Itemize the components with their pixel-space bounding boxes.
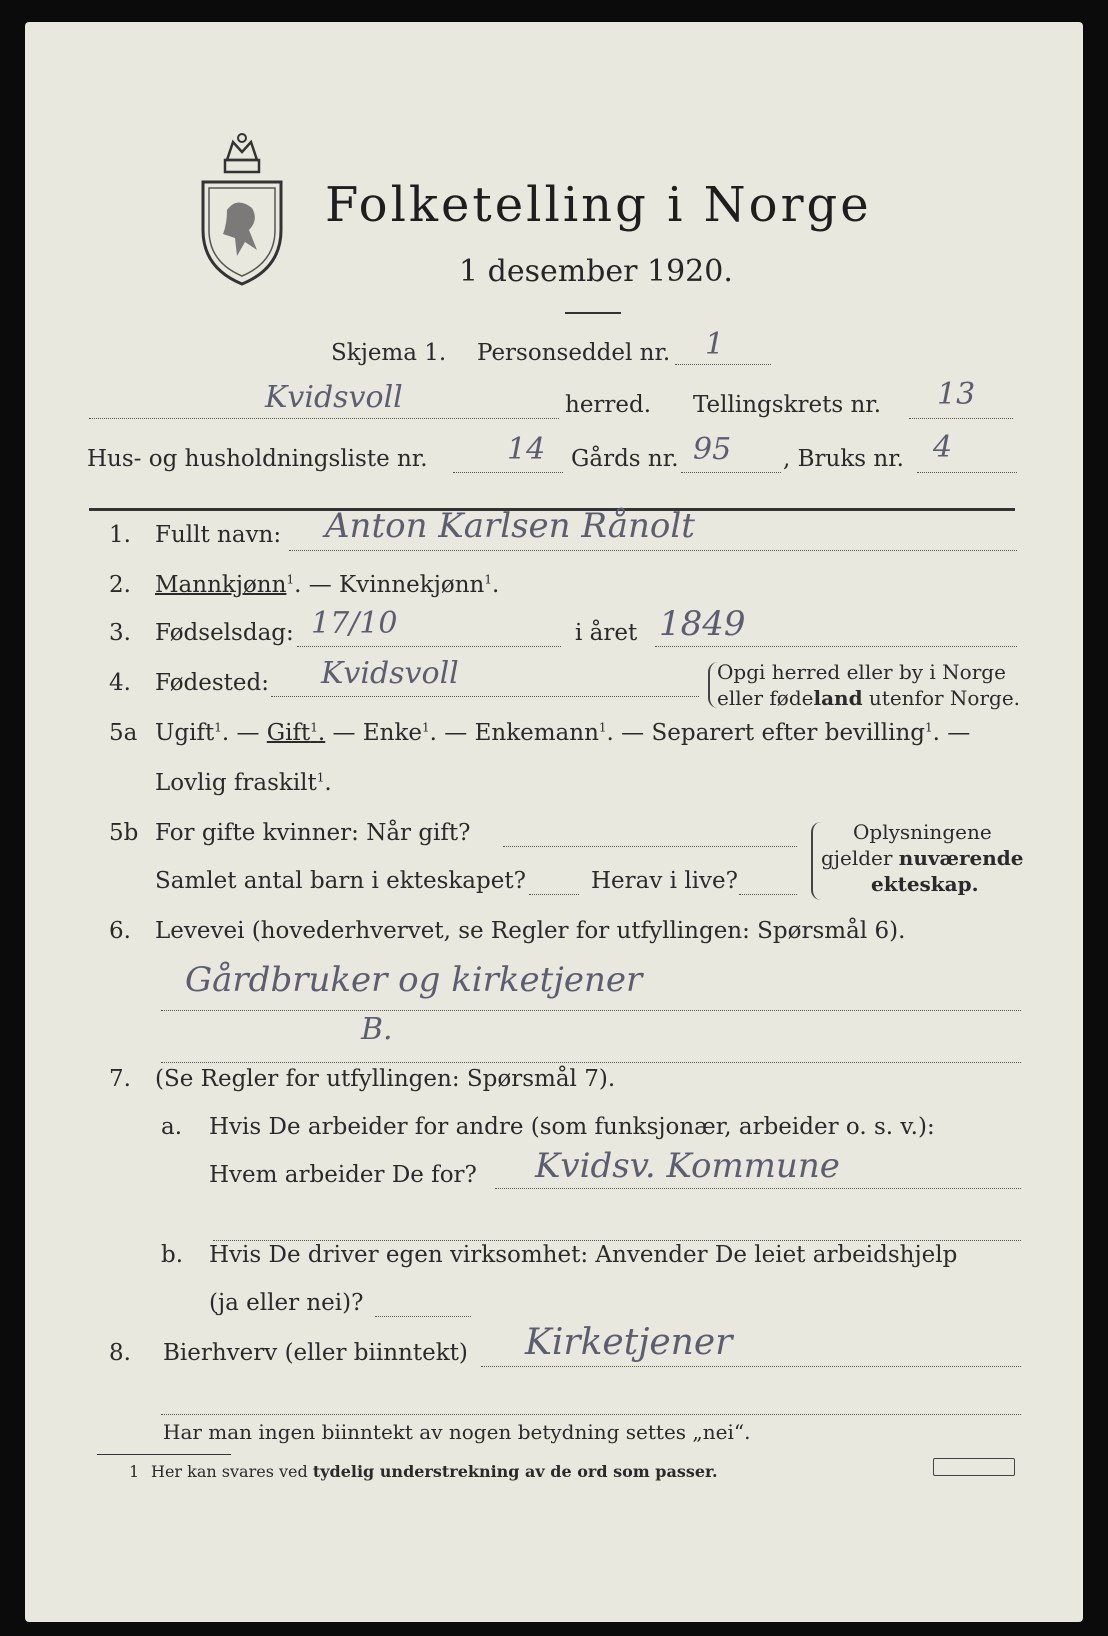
q8-value: Kirketjener — [525, 1322, 733, 1363]
q5b-number: 5b — [109, 820, 139, 846]
q5b-line2b-dots — [739, 894, 797, 895]
tellingskrets-label: Tellingskrets nr. — [693, 392, 882, 418]
q3-year-line — [655, 646, 1017, 647]
q3-year-label: i året — [575, 620, 638, 646]
q7a-value: Kvidsv. Kommune — [535, 1146, 840, 1186]
herred-value: Kvidsvoll — [265, 380, 403, 415]
footnote-mark: 1 — [129, 1462, 140, 1481]
q7b-line2: (ja eller nei)? — [209, 1290, 364, 1316]
tellingskrets-value: 13 — [937, 377, 976, 412]
q3-year-value: 1849 — [659, 604, 746, 644]
q4-value: Kvidsvoll — [321, 656, 459, 691]
q5b-line2a-dots — [529, 894, 579, 895]
skjema-label: Skjema 1. — [331, 340, 447, 366]
q7b-number: b. — [161, 1242, 184, 1268]
q1-number: 1. — [109, 522, 131, 548]
hus-line — [453, 472, 563, 473]
bruks-value: 4 — [933, 430, 953, 465]
q4-note-line1: Opgi herred eller by i Norge — [717, 660, 1006, 684]
q3-label: Fødselsdag: — [155, 620, 294, 646]
q5a-number: 5a — [109, 720, 138, 746]
q2-mann: Mannkjønn — [155, 572, 287, 598]
q5b-note2: gjelder nuværende — [821, 846, 1024, 870]
footnote-text: Her kan svares ved tydelig understrekning av de ord som passer. — [151, 1462, 718, 1481]
printer-stamp — [933, 1458, 1015, 1476]
q7-label: (Se Regler for utfyllingen: Spørsmål 7). — [155, 1066, 616, 1092]
q4-line — [271, 696, 699, 697]
herred-line — [89, 418, 559, 419]
hus-value: 14 — [507, 432, 546, 467]
q6-line2 — [161, 1062, 1021, 1063]
q7a-number: a. — [161, 1114, 183, 1140]
q7b-line1: Hvis De driver egen virksomhet: Anvender De leiet arbeidshjelp — [209, 1242, 958, 1268]
q1-line — [289, 550, 1017, 551]
personseddel-line — [675, 364, 771, 365]
q1-label: Fullt navn: — [155, 522, 282, 548]
q6-line1 — [161, 1010, 1021, 1011]
q5b-line1-dots — [503, 846, 797, 847]
coat-of-arms-icon — [197, 130, 287, 286]
hus-label: Hus- og husholdningsliste nr. — [87, 446, 428, 472]
gards-value: 95 — [693, 432, 732, 467]
q5b-line2b: Herav i live? — [591, 868, 738, 894]
census-form — [25, 22, 1083, 1622]
q5b-note3: ekteskap. — [871, 872, 979, 896]
q7a-line2-dots — [213, 1240, 1021, 1241]
q4-label: Fødested: — [155, 670, 270, 696]
q1-value: Anton Karlsen Rånolt — [325, 506, 695, 546]
personseddel-value: 1 — [705, 327, 725, 362]
footnote-rule — [97, 1454, 231, 1455]
q7a-line1: Hvis De arbeider for andre (som funksjonær, arbeider o. s. v.): — [209, 1114, 935, 1140]
q8-line — [481, 1366, 1021, 1367]
q4-number: 4. — [109, 670, 131, 696]
q7b-line-dots — [375, 1316, 471, 1317]
q2-text: Mannkjønn$^1$. — Kvinnekjønn$^1$. — [155, 572, 500, 598]
q7-number: 7. — [109, 1066, 131, 1092]
q6-number: 6. — [109, 918, 131, 944]
q7a-line2: Hvem arbeider De for? — [209, 1162, 477, 1188]
q5b-line2a: Samlet antal barn i ekteskapet? — [155, 868, 526, 894]
gards-line — [681, 472, 781, 473]
q6-value2: B. — [361, 1012, 393, 1047]
q5a-line2: Lovlig fraskilt$^1$. — [155, 770, 332, 796]
q7a-line-dots — [495, 1188, 1021, 1189]
q4-note-line2: eller fødeland utenfor Norge. — [717, 686, 1021, 710]
q5a-gift: Gift$^1$. — [266, 720, 326, 746]
q6-label: Levevei (hovederhvervet, se Regler for utfyllingen: Spørsmål 6). — [155, 918, 906, 944]
title-divider — [565, 312, 621, 314]
q8-line2 — [161, 1414, 1021, 1415]
bruks-label: , Bruks nr. — [783, 446, 904, 472]
q3-value: 17/10 — [311, 606, 398, 641]
q5b-line1: For gifte kvinner: Når gift? — [155, 820, 471, 846]
q2-number: 2. — [109, 572, 131, 598]
gards-label: Gårds nr. — [571, 446, 679, 472]
q8-label: Bierhverv (eller biinntekt) — [163, 1340, 468, 1366]
form-title: Folketelling i Norge — [325, 177, 872, 233]
q2-kvinne: Kvinnekjønn — [339, 572, 485, 598]
q5b-note1: Oplysningene — [853, 820, 992, 844]
q5a-line1: Ugift$^1$. — Gift$^1$. — Enke$^1$. — Enkemann$^1$. — Separert efter bevilling$^1$. — — [155, 720, 971, 746]
q6-value1: Gårdbruker og kirketjener — [185, 960, 643, 1000]
q8-number: 8. — [109, 1340, 131, 1366]
form-date: 1 desember 1920. — [459, 254, 733, 289]
tellingskrets-line — [909, 418, 1013, 419]
q3-line — [297, 646, 561, 647]
note-nei: Har man ingen biinntekt av nogen betydning settes „nei“. — [163, 1420, 751, 1444]
q3-number: 3. — [109, 620, 131, 646]
bruks-line — [917, 472, 1017, 473]
personseddel-label: Personseddel nr. — [477, 340, 671, 366]
herred-label: herred. — [565, 392, 652, 418]
